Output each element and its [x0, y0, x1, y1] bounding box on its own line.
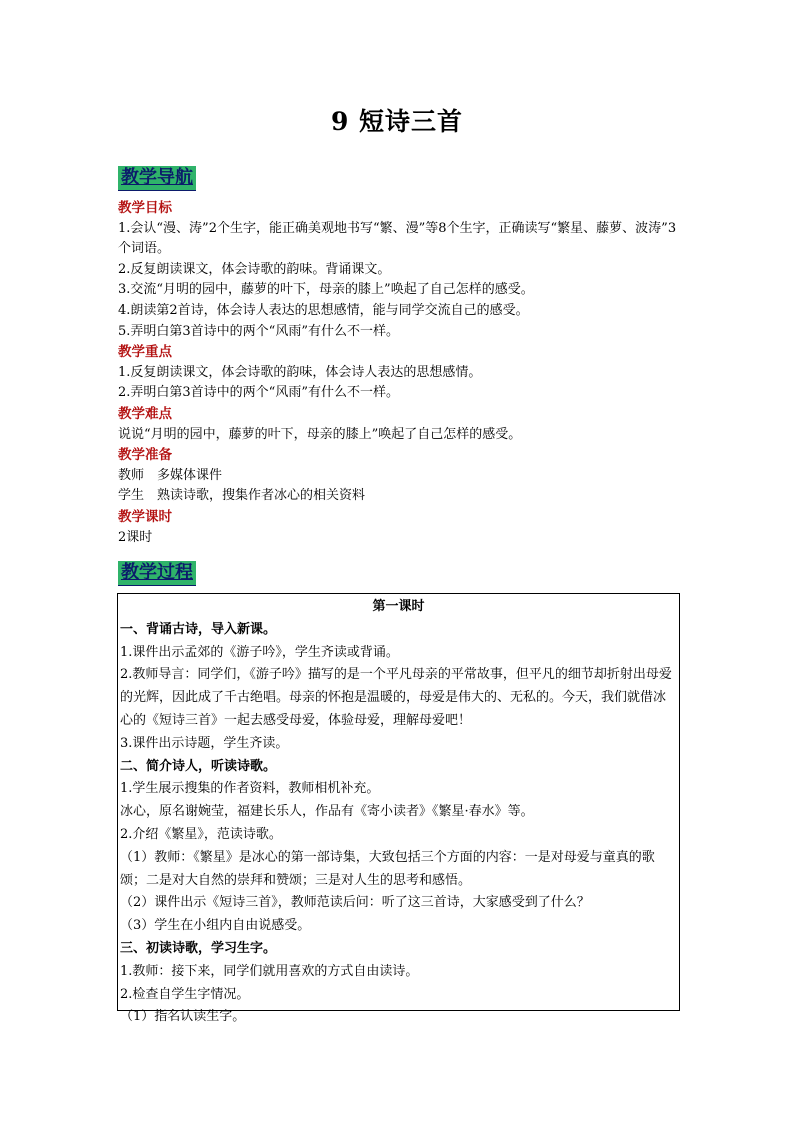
key-point-item: 1.反复朗读课文，体会诗歌的韵味，体会诗人表达的思想感情。 [118, 364, 482, 380]
difficulty-item: 说说“月明的园中，藤萝的叶下，母亲的膝上”唤起了自己怎样的感受。 [118, 426, 522, 442]
teaching-guide [118, 198, 684, 548]
lesson-line: 2.介绍《繁星》，范读诗歌。 [120, 826, 282, 842]
lesson-line: 2.检查自学生字情况。 [120, 986, 250, 1002]
difficulties-heading: 教学难点 [118, 405, 172, 422]
lesson-line: （1）指名认读生字。 [120, 1009, 246, 1025]
lesson-step-heading: 一、背诵古诗，导入新课。 [120, 621, 277, 637]
key-points-heading: 教学重点 [118, 344, 172, 361]
page-title: 9 短诗三首 [330, 107, 464, 136]
lesson-line: 2.教师导言：同学们，《游子吟》描写的是一个平凡母亲的平常故事，但平凡的细节却折射出母爱的光辉，因此成了千古绝唱。母亲的怀抱是温暖的，母爱是伟大的、无私的。今天，我们就借冰心的《短诗三首》一起去感受母爱，体验母爱，理解母爱吧！ [120, 667, 672, 728]
lesson-line: （2）课件出示《短诗三首》，教师范读后问：听了这三首诗，大家感受到了什么？ [120, 895, 590, 911]
section-heading-teaching-guide: 教学导航 [118, 166, 196, 191]
lesson-line: 3.课件出示诗题，学生齐读。 [120, 735, 289, 751]
objectives-heading: 教学目标 [118, 200, 172, 216]
duration-heading: 教学课时 [118, 508, 172, 525]
lesson-line: （3）学生在小组内自由说感受。 [120, 918, 311, 934]
objective-item: 2.反复朗读课文，体会诗歌的韵味。背诵课文。 [118, 261, 391, 277]
lesson-line: 1.课件出示孟郊的《游子吟》，学生齐读或背诵。 [120, 644, 399, 660]
objective-item: 1.会认“漫、涛”2个生字，能正确美观地书写“繁、漫”等8个生字，正确读写“繁星、藤萝、波涛”3个词语。 [118, 220, 677, 257]
lesson-line: 冰心，原名谢婉莹，福建长乐人，作品有《寄小读者》《繁星·春水》等。 [120, 804, 534, 820]
lesson-step-heading: 三、初读诗歌，学习生字。 [120, 940, 277, 956]
preparation-heading: 教学准备 [118, 447, 172, 464]
lesson-plan-table [117, 593, 680, 1025]
lesson-lines [120, 619, 677, 1029]
lesson-title: 第一课时 [372, 599, 425, 614]
duration-item: 2课时 [118, 529, 153, 545]
lesson-line: （1）教师：《繁星》是冰心的第一部诗集，大致包括三个方面的内容：一是对母爱与童真的歌颂；二是对大自然的崇拜和赞颂；三是对人生的思考和感悟。 [120, 849, 655, 888]
lesson-line: 1.学生展示搜集的作者资料，教师相机补充。 [120, 781, 380, 797]
objective-item: 3.交流“月明的园中，藤萝的叶下，母亲的膝上”唤起了自己怎样的感受。 [118, 282, 534, 298]
objective-item: 5.弄明白第3首诗中的两个“风雨”有什么不一样。 [118, 323, 399, 339]
preparation-item: 学生 熟读诗歌，搜集作者冰心的相关资料 [118, 488, 366, 504]
lesson-step-heading: 二、简介诗人，听读诗歌。 [120, 758, 277, 774]
lesson-line: 1.教师：接下来，同学们就用喜欢的方式自由读诗。 [120, 963, 419, 979]
objective-item: 4.朗读第2首诗，体会诗人表达的思想感情，能与同学交流自己的感受。 [118, 302, 529, 318]
key-point-item: 2.弄明白第3首诗中的两个“风雨”有什么不一样。 [118, 385, 399, 401]
section-heading-teaching-process: 教学过程 [118, 561, 196, 586]
preparation-item: 教师 多媒体课件 [118, 467, 223, 483]
